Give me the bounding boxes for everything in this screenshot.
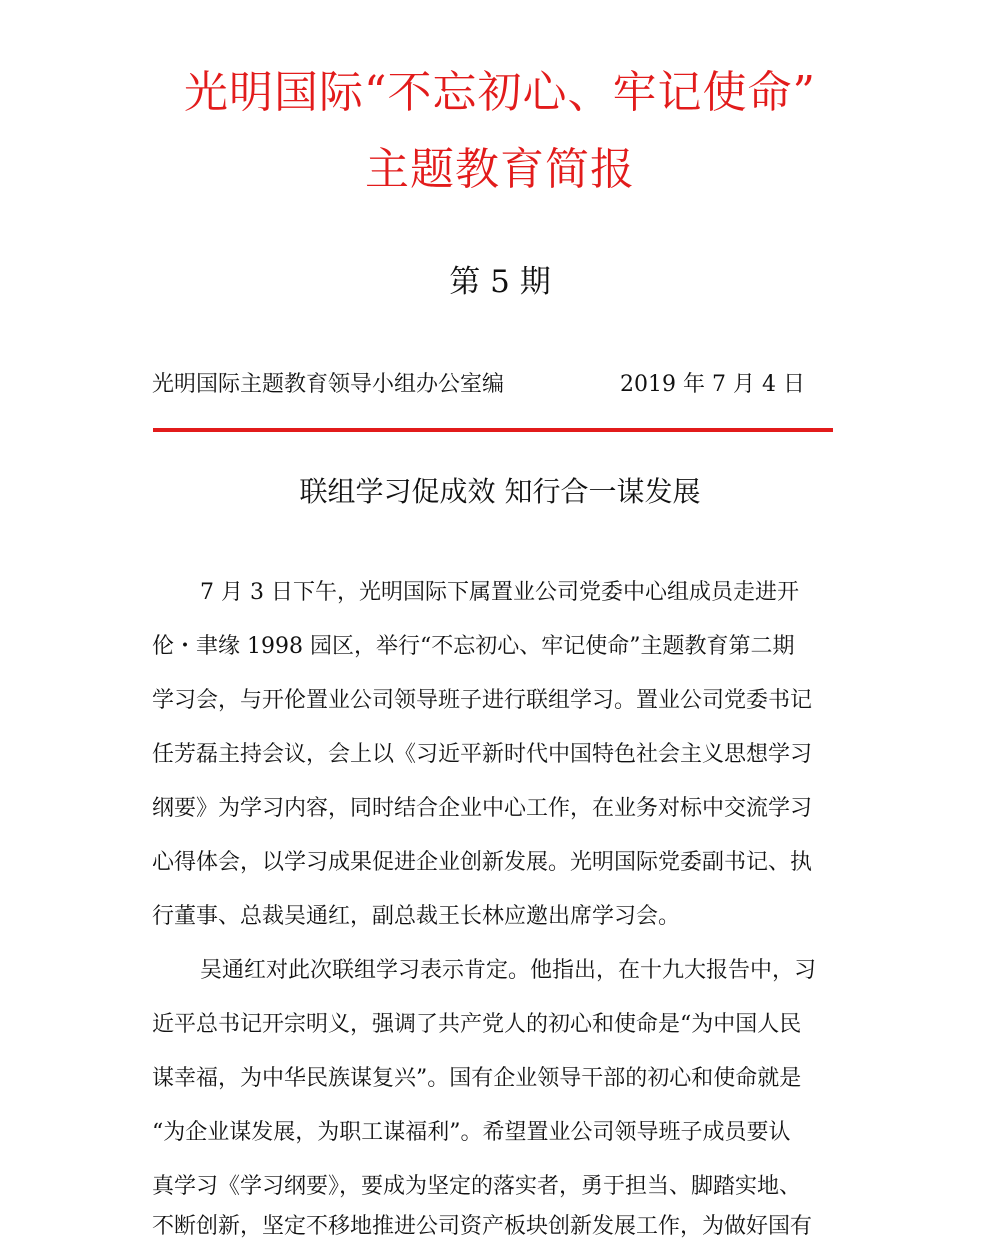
paragraph-2-line-6: 不断创新，坚定不移地推进公司资产板块创新发展工作，为做好国有	[152, 1214, 813, 1239]
paragraph-2-line-1: 吴通红对此次联组学习表示肯定。他指出，在十九大报告中，习	[200, 958, 817, 983]
paragraph-1-line-5: 纲要》为学习内容，同时结合企业中心工作，在业务对标中交流学习	[152, 796, 813, 821]
briefing-title-line-1: 光明国际“不忘初心、牢记使命”	[184, 67, 816, 118]
paragraph-2-line-5: 真学习《学习纲要》，要成为坚定的落实者，勇于担当、脚踏实地、	[152, 1174, 802, 1199]
paragraph-2-line-2: 近平总书记开宗明义，强调了共产党人的初心和使命是“为中国人民	[152, 1012, 802, 1037]
paragraph-2-line-3: 谋幸福，为中华民族谋复兴”。国有企业领导干部的初心和使命就是	[152, 1066, 802, 1091]
paragraph-1-line-3: 学习会，与开伦置业公司领导班子进行联组学习。置业公司党委书记	[152, 688, 813, 713]
paragraph-2-line-4: “为企业谋发展，为职工谋福利”。希望置业公司领导班子成员要认	[152, 1120, 791, 1145]
paragraph-1-line-7: 行董事、总裁吴通红，副总裁王长林应邀出席学习会。	[152, 904, 681, 929]
paragraph-1-line-4: 任芳磊主持会议，会上以《习近平新时代中国特色社会主义思想学习	[152, 742, 813, 767]
issue-number: 第 5 期	[449, 264, 551, 300]
article-title: 联组学习促成效 知行合一谋发展	[299, 475, 701, 508]
editor-organization: 光明国际主题教育领导小组办公室编	[152, 372, 505, 397]
paragraph-1-line-2: 伦・聿缘 1998 园区，举行“不忘初心、牢记使命”主题教育第二期	[152, 634, 795, 659]
publish-date: 2019 年 7 月 4 日	[620, 372, 805, 397]
briefing-title-line-2: 主题教育简报	[365, 144, 635, 195]
paragraph-1-line-1: 7 月 3 日下午，光明国际下属置业公司党委中心组成员走进开	[200, 580, 799, 605]
paragraph-1-line-6: 心得体会，以学习成果促进企业创新发展。光明国际党委副书记、执	[152, 850, 813, 875]
red-divider-rule	[153, 428, 833, 432]
